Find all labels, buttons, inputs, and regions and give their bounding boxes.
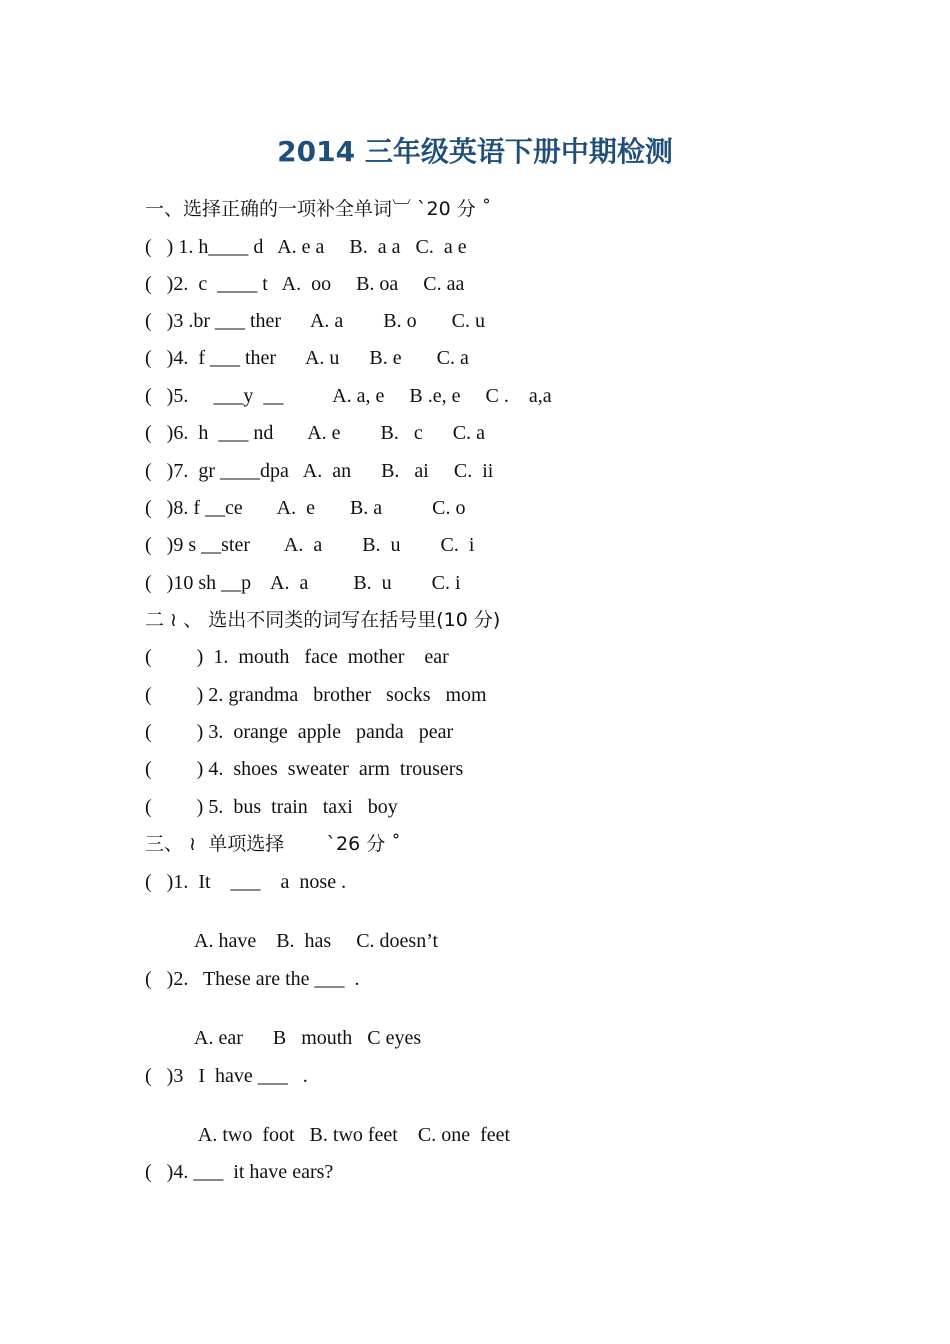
page-title: 2014 三年级英语下册中期检测 [277,135,673,168]
section-2-item-4: ( ) 4. shoes sweater arm trousers [145,758,464,780]
section-2-item-1: ( ) 1. mouth face mother ear [145,646,449,668]
section-3-question-2: ( )2. These are the ___ . [145,968,360,990]
section-3-question-4: ( )4. ___ it have ears? [145,1161,334,1183]
section-1-item-1: ( ) 1. h____ d A. e a B. a a C. a e [145,236,467,258]
section-3-question-1-options: A. have B. has C. doesn’t [194,930,439,952]
section-3-question-3-options: A. two foot B. two feet C. one feet [194,1124,511,1146]
section-2-heading: 二 ≀ 、 选出不同类的词写在括号里(10 分) [145,609,501,631]
section-2-item-5: ( ) 5. bus train taxi boy [145,796,398,818]
section-2-item-3: ( ) 3. orange apple panda pear [145,721,454,743]
section-3-question-2-options: A. ear B mouth C eyes [194,1027,422,1049]
section-1-item-5: ( )5. ___y __ A. a, e B .e, e C . a,a [145,385,552,407]
section-1-item-6: ( )6. h ___ nd A. e B. c C. a [145,422,485,444]
section-1-item-9: ( )9 s __ster A. a B. u C. i [145,534,475,556]
section-1-item-3: ( )3 .br ___ ther A. a B. o C. u [145,310,485,332]
section-1-item-7: ( )7. gr ____dpa A. an B. ai C. ii [145,460,494,482]
section-1-item-10: ( )10 sh __p A. a B. u C. i [145,572,461,594]
section-1-heading: 一、选择正确的一项补全单词︺ ˋ20 分 ˚ [145,198,492,220]
section-3-heading: 三、 ≀ 单项选择 ˋ26 分 ˚ [145,833,401,855]
section-1-item-8: ( )8. f __ce A. e B. a C. o [145,497,466,519]
section-1-item-4: ( )4. f ___ ther A. u B. e C. a [145,347,469,369]
section-3-question-3: ( )3 I have ___ . [145,1065,308,1087]
section-3-question-1: ( )1. It ___ a nose . [145,871,347,893]
section-2-item-2: ( ) 2. grandma brother socks mom [145,684,487,706]
section-1-item-2: ( )2. c ____ t A. oo B. oa C. aa [145,273,465,295]
